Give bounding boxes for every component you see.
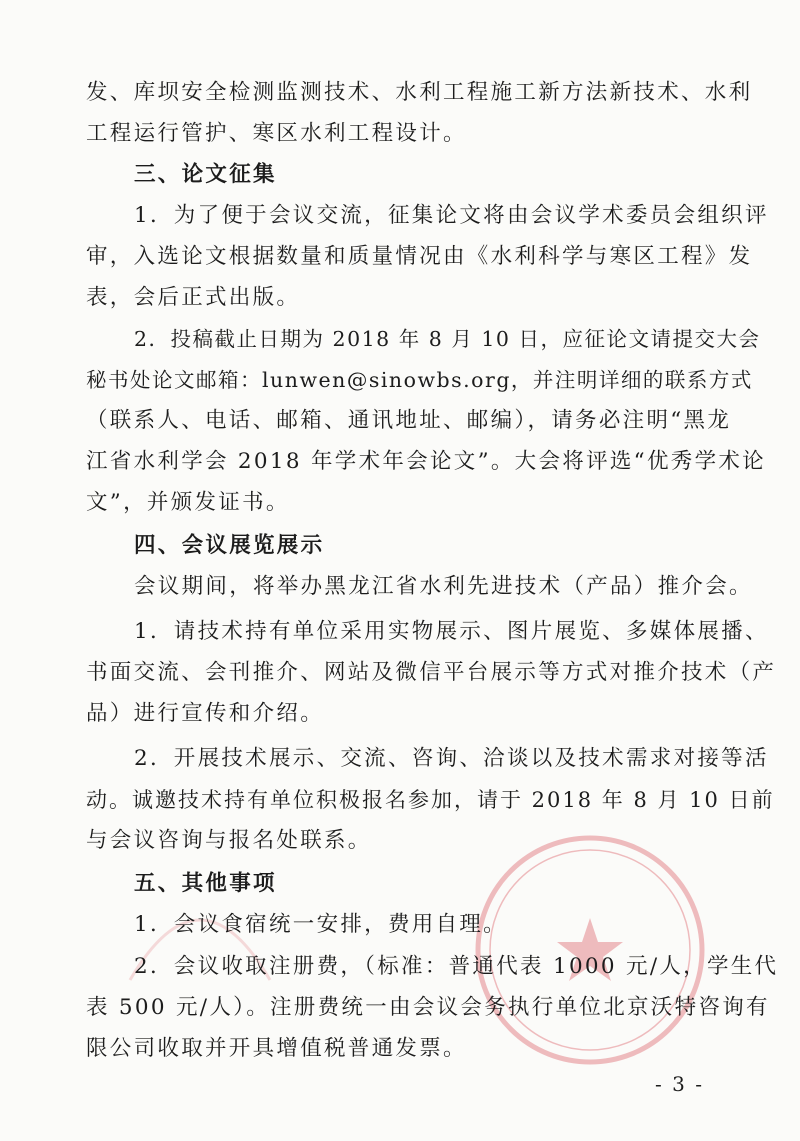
- body-line: 表，会后正式出版。: [86, 285, 301, 310]
- body-line: 1．为了便于会议交流，征集论文将由会议学术委员会组织评: [134, 203, 769, 228]
- body-line: 2．开展技术展示、交流、咨询、洽谈以及技术需求对接等活: [134, 746, 769, 771]
- body-line: 1．会议食宿统一安排，费用自理。: [134, 912, 507, 937]
- body-line: 2．投稿截止日期为 2018 年 8 月 10 日，应征论文请提交大会: [134, 327, 761, 351]
- body-line: 秘书处论文邮箱：lunwen@sinowbs.org，并注明详细的联系方式: [86, 368, 753, 392]
- body-line: 动。诚邀技术持有单位积极报名参加，请于 2018 年 8 月 10 日前: [86, 788, 775, 812]
- body-line: 限公司收取并开具增值税普通发票。: [86, 1036, 467, 1061]
- body-line: 会议期间，将举办黑龙江省水利先进技术（产品）推介会。: [134, 574, 753, 599]
- body-line: 审，入选论文根据数量和质量情况由《水利科学与寒区工程》发: [86, 244, 753, 269]
- body-line: 文”，并颁发证书。: [86, 490, 290, 515]
- body-line: 1．请技术持有单位采用实物展示、图片展览、多媒体展播、: [134, 619, 769, 644]
- section-heading: 五、其他事项: [134, 871, 277, 896]
- body-line: 品）进行宣传和介绍。: [86, 701, 325, 726]
- body-line: （联系人、电话、邮箱、通讯地址、邮编），请务必注明“黑龙: [86, 408, 732, 433]
- body-line: 发、库坝安全检测监测技术、水利工程施工新方法新技术、水利: [86, 80, 753, 105]
- body-line: 2．会议收取注册费，（标准：普通代表 1000 元/人，学生代: [134, 954, 779, 979]
- section-heading: 四、会议展览展示: [134, 533, 325, 558]
- body-line: 书面交流、会刊推介、网站及微信平台展示等方式对推介技术（产: [86, 660, 777, 685]
- body-line: 表 500 元/人）。注册费统一由会议会务执行单位北京沃特咨询有: [86, 995, 770, 1020]
- section-heading: 三、论文征集: [134, 162, 277, 187]
- official-seal-icon: [470, 830, 710, 1070]
- body-line: 江省水利学会 2018 年学术年会论文”。大会将评选“优秀学术论: [86, 449, 766, 474]
- body-line: 与会议咨询与报名处联系。: [86, 828, 372, 853]
- body-line: 工程运行管护、寒区水利工程设计。: [86, 121, 467, 146]
- page-number: - 3 -: [655, 1072, 704, 1096]
